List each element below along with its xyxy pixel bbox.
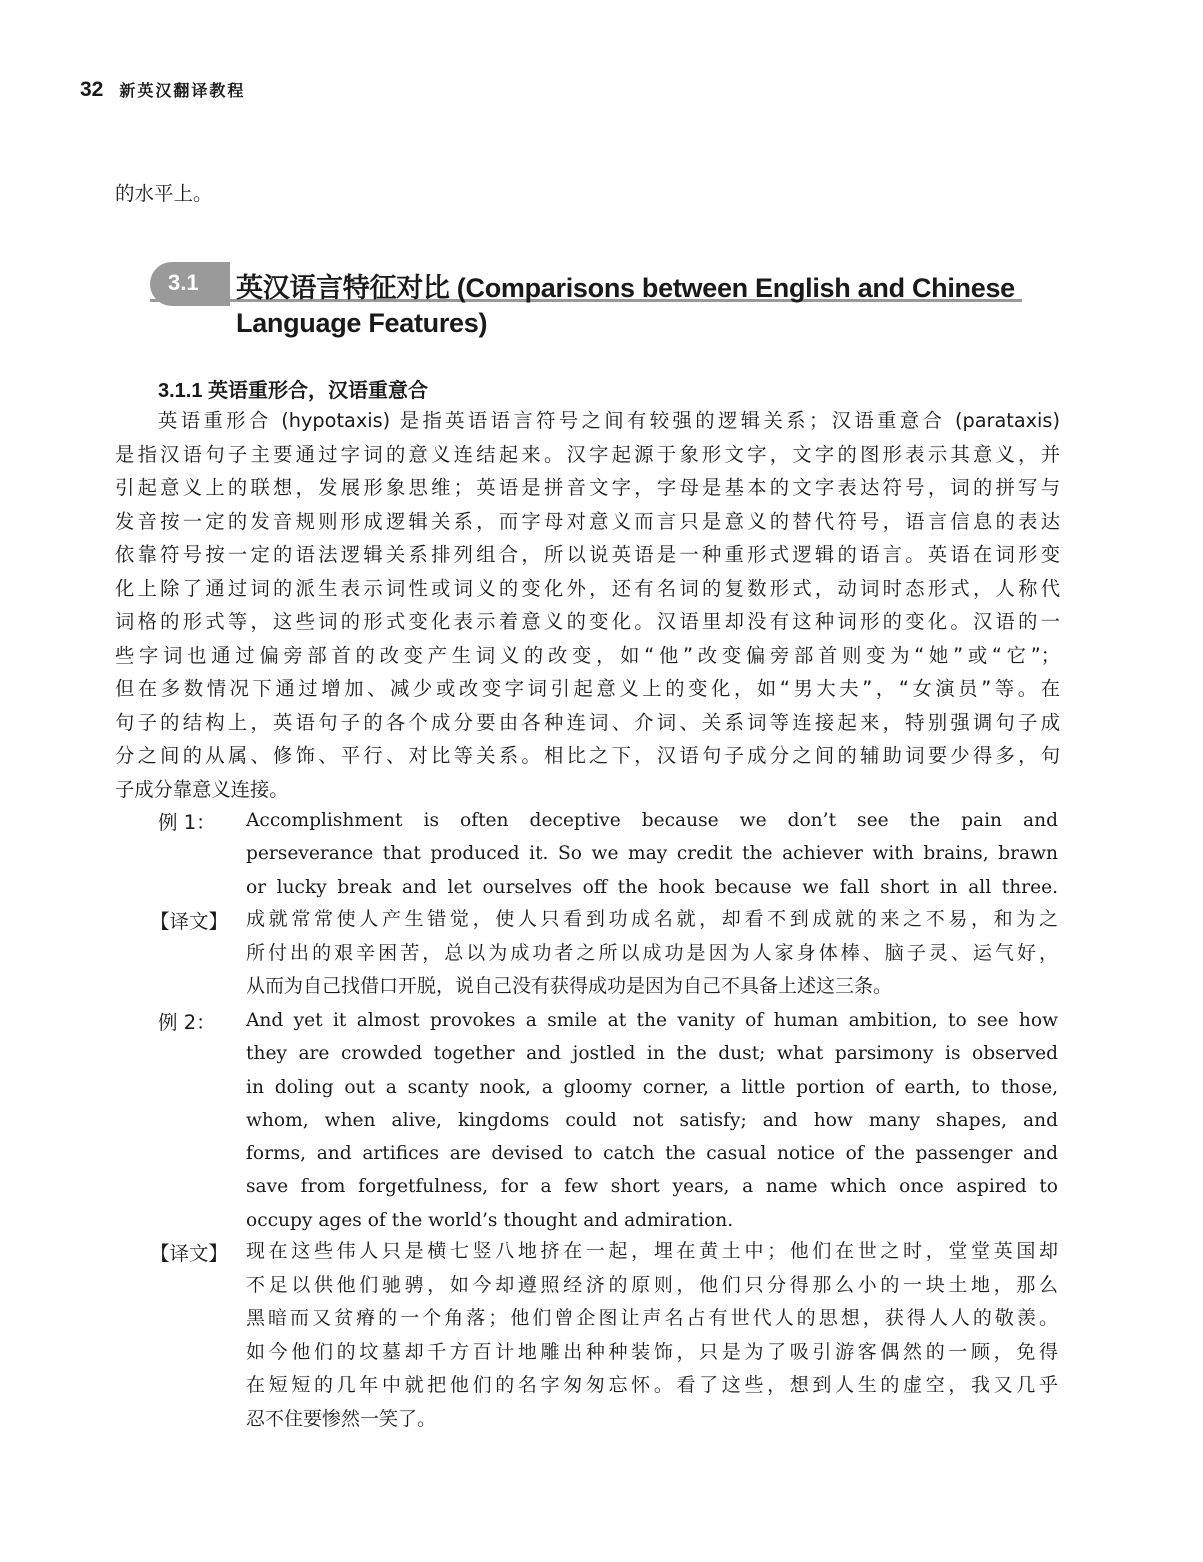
- paragraph-line: 依靠符号按一定的语法逻辑关系排列组合，所以说英语是一种重形式逻辑的语言。英语在词形变: [115, 543, 1060, 566]
- example-line: And yet it almost provokes a smile at the vanity of human ambition, to see how: [246, 1010, 1058, 1031]
- paragraph-line: 发音按一定的发音规则形成逻辑关系，而字母对意义而言只是意义的替代符号，语言信息的表达: [115, 509, 1060, 533]
- translation-line: 忍不住要惨然一笑了。: [246, 1407, 437, 1430]
- example-1-label: 例 1：: [158, 811, 216, 834]
- page-number: 32: [80, 78, 104, 101]
- body-paragraph: [115, 404, 1060, 806]
- subsection-title: 3.1.1 英语重形合，汉语重意合: [158, 380, 429, 402]
- paragraph-line: 分之间的从属、修饰、平行、对比等关系。相比之下，汉语句子成分之间的辅助词要少得多，句: [115, 744, 1060, 767]
- paragraph-line: 子成分靠意义连接。: [115, 777, 289, 801]
- translation-line: 黑暗而又贫瘠的一个角落；他们曾企图让声名占有世代人的思想，获得人人的敬羡。: [246, 1307, 1058, 1329]
- translation-line: 在短短的几年中就把他们的名字匆匆忘怀。看了这些，想到人生的虚空，我又几乎: [246, 1374, 1058, 1396]
- example-line: they are crowded together and jostled in the dust; what parsimony is observed: [246, 1043, 1058, 1065]
- example-line: Accomplishment is often deceptive because we don’t see the pain and: [246, 810, 1058, 831]
- example-2-source: [246, 1004, 1058, 1237]
- running-head: [80, 78, 245, 102]
- translation-line: 成就常常使人产生错觉，使人只看到功成名就，却看不到成就的来之不易，和为之: [246, 908, 1058, 930]
- section-number: 3.1: [168, 270, 199, 295]
- continuation-text: 的水平上。: [115, 182, 213, 205]
- example-line: whom, when alive, kingdoms could not satisfy; and how many shapes, and: [246, 1109, 1058, 1131]
- paragraph-line: 但在多数情况下通过增加、减少或改变字词引起意义上的变化，如“男大夫”，“女演员”等。在: [115, 677, 1060, 700]
- paragraph-line: 句子的结构上，英语句子的各个成分要由各种连词、介词、关系词等连接起来，特别强调句子成: [115, 710, 1060, 734]
- section-title-line-1: 英汉语言特征对比 (Comparisons between English and Chinese: [236, 273, 1015, 303]
- translation-line: 所付出的艰辛困苦，总以为成功者之所以成功是因为人家身体棒、脑子灵、运气好，: [246, 941, 1058, 964]
- example-line: perseverance that produced it. So we may credit the achiever with brains, brawn: [246, 843, 1058, 865]
- translation-2-label: 【译文】: [150, 1242, 229, 1265]
- paragraph-line: 是指汉语句子主要通过字词的意义连结起来。汉字起源于象形文字，文字的图形表示其意义，并: [115, 442, 1060, 466]
- translation-line: 现在这些伟人只是横七竖八地挤在一起，埋在黄土中；他们在世之时，堂堂英国却: [246, 1240, 1058, 1262]
- paragraph-line: 英语重形合 (hypotaxis) 是指英语语言符号之间有较强的逻辑关系；汉语重意合 (parataxis): [158, 409, 1060, 432]
- translation-line: 从而为自己找借口开脱，说自己没有获得成功是因为自己不具备上述这三条。: [246, 975, 893, 997]
- section-heading: [150, 256, 1025, 346]
- paragraph-line: 化上除了通过词的派生表示词性或词义的变化外，还有名词的复数形式，动词时态形式，人称代: [115, 576, 1060, 600]
- translation-line: 如今他们的坟墓却千方百计地雕出种种装饰，只是为了吸引游客偶然的一顾，免得: [246, 1340, 1058, 1363]
- example-2-label: 例 2：: [158, 1011, 216, 1034]
- example-line: occupy ages of the world’s thought and admiration.: [246, 1209, 734, 1231]
- translation-line: 不足以供他们驰骋，如今却遵照经济的原则，他们只分得那么小的一块土地，那么: [246, 1273, 1058, 1296]
- section-title-line-2: Language Features): [236, 308, 488, 338]
- example-1-source: [246, 804, 1058, 904]
- translation-1-label: 【译文】: [150, 910, 229, 933]
- paragraph-line: 些字词也通过偏旁部首的改变产生词义的改变，如“他”改变偏旁部首则变为“她”或“它”；: [115, 643, 1060, 667]
- translation-1-text: [246, 903, 1058, 1004]
- example-line: save from forgetfulness, for a few short years, a name which once aspired to: [246, 1176, 1058, 1198]
- book-title: 新英汉翻译教程: [119, 81, 246, 100]
- paragraph-line: 引起意义上的联想，发展形象思维；英语是拼音文字，字母是基本的文字表达符号，词的拼写与: [115, 476, 1060, 499]
- example-line: or lucky break and let ourselves off the hook because we fall short in all three.: [246, 876, 1058, 898]
- example-line: forms, and artifices are devised to catch the casual notice of the passenger and: [246, 1143, 1058, 1165]
- paragraph-line: 词格的形式等，这些词的形式变化表示着意义的变化。汉语里却没有这种词形的变化。汉语的一: [115, 610, 1060, 633]
- translation-2-text: [246, 1235, 1058, 1436]
- example-line: in doling out a scanty nook, a gloomy corner, a little portion of earth, to those,: [246, 1076, 1058, 1098]
